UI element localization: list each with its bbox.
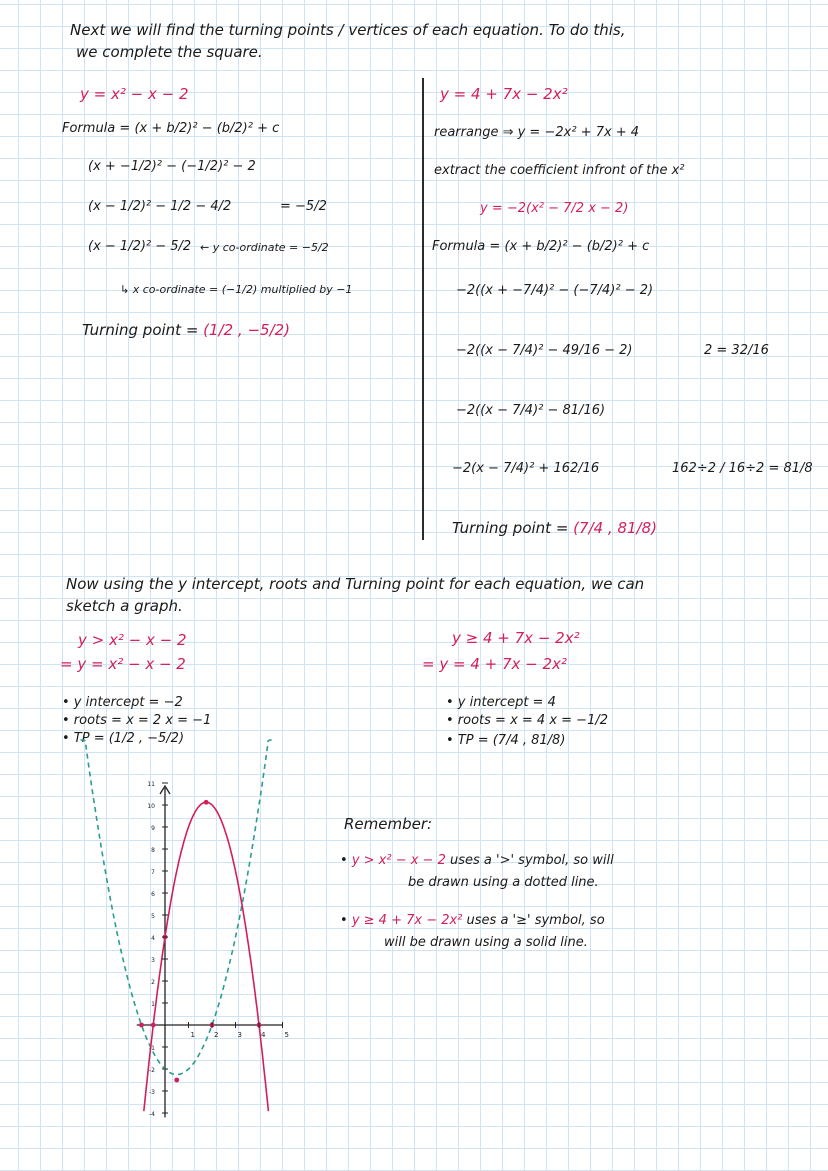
gr-equation: = y = 4 + 7x − 2x²	[422, 655, 567, 673]
right-extracted: y = −2(x² − 7/2 x − 2)	[480, 201, 629, 216]
right-step-1: −2((x + −7/4)² − (−7/4)² − 2)	[456, 283, 654, 298]
key-point	[151, 1023, 156, 1028]
remember-title: Remember:	[344, 815, 433, 833]
gl-equation: = y = x² − x − 2	[60, 655, 186, 673]
remember-text-2a: uses a '≥' symbol, so	[466, 913, 605, 928]
left-step-2-result: = −5/2	[280, 199, 327, 214]
left-step-2: (x − 1/2)² − 1/2 − 4/2	[88, 199, 232, 214]
left-x-coordinate-note: ↳ x co-ordinate = (−1/2) multiplied by −1	[120, 283, 353, 296]
middle-line-1: Now using the y intercept, roots and Turning point for each equation, we can	[66, 575, 645, 593]
key-point	[139, 1023, 144, 1028]
remember-eq-2: y ≥ 4 + 7x − 2x²	[351, 913, 463, 928]
right-turning-label: Turning point =	[452, 519, 569, 537]
left-step-3: (x − 1/2)² − 5/2	[88, 239, 192, 254]
gl-y-intercept: • y intercept = −2	[62, 695, 183, 710]
left-turning-label: Turning point =	[82, 321, 199, 339]
y-tick-label: 7	[151, 869, 155, 876]
right-side-calc: 2 = 32/16	[704, 343, 769, 358]
right-rearrange: rearrange ⇒ y = −2x² + 7x + 4	[434, 125, 640, 140]
gl-inequality: y > x² − x − 2	[78, 631, 187, 649]
right-equation: y = 4 + 7x − 2x²	[440, 85, 568, 103]
left-y-coordinate-note: ← y co-ordinate = −5/2	[200, 241, 329, 254]
left-turning-value: (1/2 , −5/2)	[203, 321, 291, 339]
y-tick-label: -4	[149, 1111, 155, 1118]
right-simplify: 162÷2 / 16÷2 = 81/8	[672, 461, 813, 476]
gl-turning-point: • TP = (1/2 , −5/2)	[62, 731, 185, 746]
left-step-1: (x + −1/2)² − (−1/2)² − 2	[88, 159, 256, 174]
column-divider	[422, 78, 424, 540]
remember-text-1b: be drawn using a dotted line.	[408, 875, 599, 890]
y-tick-label: 1	[151, 1001, 155, 1008]
key-point	[174, 1078, 179, 1083]
left-equation: y = x² − x − 2	[80, 85, 189, 103]
y-tick-label: 5	[151, 913, 155, 920]
intro-line-2: we complete the square.	[76, 43, 263, 61]
left-formula: (x + b/2)² − (b/2)² + c	[134, 121, 280, 136]
remember-text-2b: will be drawn using a solid line.	[384, 935, 588, 950]
intro-line-1: Next we will find the turning points / vertices of each equation. To do this,	[70, 21, 626, 39]
y-tick-label: 9	[151, 825, 155, 832]
remember-text-1a: uses a '>' symbol, so will	[450, 853, 614, 868]
right-step-2: −2((x − 7/4)² − 49/16 − 2)	[456, 343, 633, 358]
dashed-curve	[80, 740, 273, 1075]
y-tick-label: 8	[151, 847, 155, 854]
y-tick-label: 2	[151, 979, 155, 986]
gr-turning-point: • TP = (7/4 , 81/8)	[446, 733, 566, 748]
right-step-4: −2(x − 7/4)² + 162/16	[452, 461, 600, 476]
x-tick-label: 3	[237, 1031, 242, 1039]
middle-line-2: sketch a graph.	[66, 597, 183, 615]
y-tick-label: -1	[149, 1045, 155, 1052]
right-extract-note: extract the coefficient infront of the x²	[434, 163, 685, 178]
quadratic-graph	[100, 780, 320, 1118]
y-tick-label: 3	[151, 957, 155, 964]
gl-roots: • roots = x = 2 x = −1	[62, 713, 212, 728]
x-tick-label: 5	[284, 1031, 289, 1039]
right-turning-value: (7/4 , 81/8)	[573, 519, 658, 537]
x-tick-label: 2	[214, 1031, 219, 1039]
right-step-3: −2((x − 7/4)² − 81/16)	[456, 403, 606, 418]
y-tick-label: -3	[149, 1089, 155, 1096]
x-tick-label: 1	[190, 1031, 195, 1039]
x-tick-label: 4	[261, 1031, 266, 1039]
y-tick-label: 4	[151, 935, 155, 942]
right-formula: (x + b/2)² − (b/2)² + c	[504, 239, 650, 254]
gr-inequality: y ≥ 4 + 7x − 2x²	[452, 629, 580, 647]
y-tick-label: 10	[147, 803, 155, 810]
y-tick-label: 11	[147, 781, 155, 788]
left-formula-label: Formula =	[62, 121, 131, 136]
remember-eq-1: y > x² − x − 2	[351, 853, 446, 868]
right-formula-label: Formula =	[432, 239, 501, 254]
y-tick-label: 6	[151, 891, 155, 898]
gr-y-intercept: • y intercept = 4	[446, 695, 556, 710]
y-tick-label: -2	[149, 1067, 155, 1074]
gr-roots: • roots = x = 4 x = −1/2	[446, 713, 608, 728]
key-point	[204, 800, 209, 805]
